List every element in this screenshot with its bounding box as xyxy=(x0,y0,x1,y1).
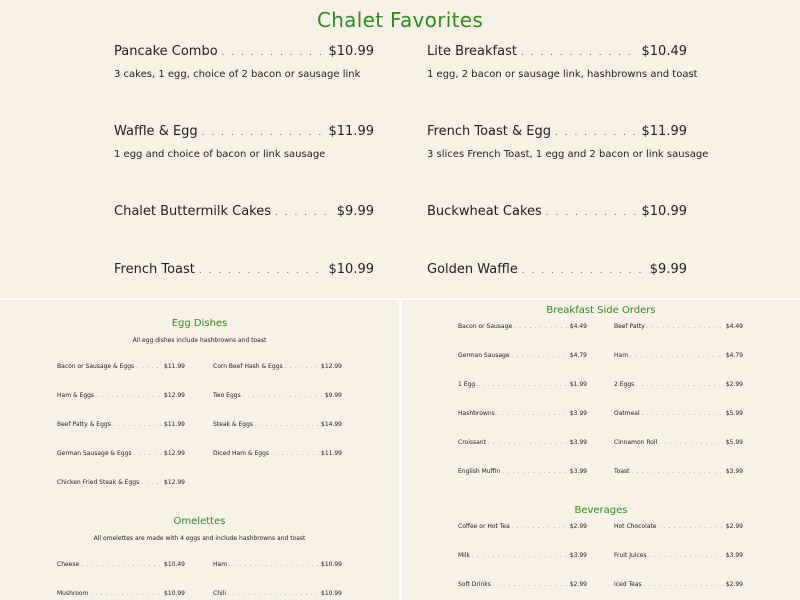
leader-dots xyxy=(512,524,568,530)
item-description: 3 slices French Toast, 1 egg and 2 bacon or link sausage xyxy=(427,149,709,160)
leader-dots xyxy=(644,582,724,588)
leader-dots xyxy=(497,411,568,417)
menu-item xyxy=(614,523,743,530)
item-name: Hashbrowns xyxy=(458,410,495,417)
menu-item xyxy=(57,479,185,486)
favorite-item xyxy=(114,262,374,277)
item-name: Croissant xyxy=(458,439,486,446)
item-price: $10.99 xyxy=(641,204,687,219)
leader-dots xyxy=(199,266,325,276)
item-price: $11.99 xyxy=(164,363,185,370)
item-name: Bacon or Sausage & Eggs xyxy=(57,363,135,370)
leader-dots xyxy=(472,553,568,559)
menu-item xyxy=(614,439,743,446)
item-price: $12.99 xyxy=(164,450,185,457)
menu-item xyxy=(614,410,743,417)
item-name: German Sausage & Eggs xyxy=(57,450,132,457)
menu-item xyxy=(458,381,587,388)
item-name: Chili xyxy=(213,590,226,597)
menu-item xyxy=(458,523,587,530)
item-name: French Toast xyxy=(114,262,195,277)
item-price: $3.99 xyxy=(569,552,587,559)
item-name: Steak & Eggs xyxy=(213,421,254,428)
item-name: Ham & Eggs xyxy=(57,392,95,399)
item-name: Diced Ham & Eggs xyxy=(213,450,270,457)
page-title: Chalet Favorites xyxy=(316,8,484,32)
leader-dots xyxy=(642,411,724,417)
leader-dots xyxy=(493,582,568,588)
menu-item xyxy=(213,590,342,597)
item-name: Bacon or Sausage xyxy=(458,323,513,330)
item-price: $11.99 xyxy=(641,124,687,139)
item-name: Chicken Fried Steak & Eggs xyxy=(57,479,140,486)
item-price: $5.99 xyxy=(725,439,743,446)
leader-dots xyxy=(243,393,323,399)
item-name: Corn Beef Hash & Eggs xyxy=(213,363,283,370)
item-price: $3.99 xyxy=(725,552,743,559)
leader-dots xyxy=(514,324,568,330)
item-name: 2 Eggs xyxy=(614,381,635,388)
item-price: $4.79 xyxy=(569,352,587,359)
leader-dots xyxy=(255,422,319,428)
item-price: $12.99 xyxy=(164,479,185,486)
item-price: $2.99 xyxy=(725,581,743,588)
leader-dots xyxy=(228,591,319,597)
item-price: $10.99 xyxy=(321,561,342,568)
favorite-item xyxy=(114,44,374,80)
item-name: Beef Patty & Eggs xyxy=(57,421,111,428)
menu-item xyxy=(213,392,342,399)
favorite-item xyxy=(114,124,374,160)
item-price: $2.99 xyxy=(725,381,743,388)
menu-item xyxy=(614,468,743,475)
item-name: English Muffin xyxy=(458,468,501,475)
item-price: $10.99 xyxy=(328,262,374,277)
leader-dots xyxy=(502,469,568,475)
item-name: Waffle & Egg xyxy=(114,124,198,139)
item-name: Soft Drinks xyxy=(458,581,491,588)
favorite-item xyxy=(427,44,698,80)
menu-item xyxy=(458,439,587,446)
leader-dots xyxy=(512,353,568,359)
item-price: $11.99 xyxy=(328,124,374,139)
item-description: 1 egg and choice of bacon or link sausage xyxy=(114,149,326,160)
menu-item xyxy=(213,421,342,428)
item-price: $5.99 xyxy=(725,410,743,417)
menu-item xyxy=(57,450,185,457)
item-name: Buckwheat Cakes xyxy=(427,204,542,219)
item-name: Mushroom xyxy=(57,590,89,597)
item-name: Beef Patty xyxy=(614,323,645,330)
leader-dots xyxy=(202,128,325,138)
leader-dots xyxy=(477,382,568,388)
item-name: Pancake Combo xyxy=(114,44,218,59)
item-name: Cheese xyxy=(57,561,80,568)
leader-dots xyxy=(271,451,319,457)
item-price: $3.99 xyxy=(569,439,587,446)
menu-item xyxy=(614,323,743,330)
menu-item xyxy=(614,581,743,588)
item-price: $4.79 xyxy=(725,352,743,359)
menu-item xyxy=(458,410,587,417)
item-price: $11.99 xyxy=(321,450,342,457)
item-name: Lite Breakfast xyxy=(427,44,517,59)
menu-item xyxy=(458,581,587,588)
item-price: $9.99 xyxy=(649,262,687,277)
leader-dots xyxy=(658,524,723,530)
menu-item xyxy=(614,552,743,559)
leader-dots xyxy=(546,208,638,218)
leader-dots xyxy=(229,562,319,568)
leader-dots xyxy=(96,393,162,399)
leader-dots xyxy=(631,469,723,475)
leader-dots xyxy=(136,364,162,370)
item-price: $12.99 xyxy=(164,392,185,399)
section-title-egg-dishes: Egg Dishes xyxy=(171,318,228,329)
item-price: $2.99 xyxy=(569,581,587,588)
item-price: $10.99 xyxy=(321,590,342,597)
item-price: $1.99 xyxy=(569,381,587,388)
item-name: Milk xyxy=(458,552,470,559)
leader-dots xyxy=(113,422,162,428)
item-price: $2.99 xyxy=(569,523,587,530)
favorite-item xyxy=(114,204,374,219)
item-name: 1 Egg xyxy=(458,381,476,388)
menu-item xyxy=(57,421,185,428)
leader-dots xyxy=(555,128,638,138)
menu-item xyxy=(458,323,587,330)
item-name: Oatmeal xyxy=(614,410,640,417)
leader-dots xyxy=(659,440,724,446)
section-title-beverages: Beverages xyxy=(574,505,628,516)
item-price: $4.49 xyxy=(569,323,587,330)
item-name: Fruit Juices xyxy=(614,552,647,559)
item-price: $10.99 xyxy=(328,44,374,59)
item-name: Hot Chocolate xyxy=(614,523,657,530)
section-title-omelettes: Omelettes xyxy=(173,516,226,527)
menu-item xyxy=(614,352,743,359)
item-name: Cinnamon Roll xyxy=(614,439,658,446)
leader-dots xyxy=(522,266,646,276)
menu-item xyxy=(614,381,743,388)
item-name: Toast xyxy=(614,468,630,475)
item-name: Iced Teas xyxy=(614,581,642,588)
item-price: $3.99 xyxy=(569,468,587,475)
menu-item xyxy=(213,561,342,568)
item-price: $12.99 xyxy=(321,363,342,370)
menu-item xyxy=(458,552,587,559)
item-price: $9.99 xyxy=(336,204,374,219)
item-name: Golden Waffle xyxy=(427,262,518,277)
leader-dots xyxy=(521,48,638,58)
item-price: $10.99 xyxy=(164,590,185,597)
menu-item xyxy=(57,363,185,370)
menu-item xyxy=(458,352,587,359)
leader-dots xyxy=(90,591,162,597)
item-name: Ham xyxy=(614,352,629,359)
menu-item xyxy=(458,468,587,475)
section-title-side-orders: Breakfast Side Orders xyxy=(546,305,656,316)
leader-dots xyxy=(141,480,162,486)
item-price: $10.49 xyxy=(164,561,185,568)
item-price: $14.99 xyxy=(321,421,342,428)
item-name: Coffee or Hot Tea xyxy=(458,523,510,530)
item-price: $3.99 xyxy=(569,410,587,417)
favorite-item xyxy=(427,262,687,277)
item-name: German Sausage xyxy=(458,352,510,359)
item-name: French Toast & Egg xyxy=(427,124,551,139)
favorite-item xyxy=(427,124,709,160)
menu-item xyxy=(57,590,185,597)
item-price: $4.49 xyxy=(725,323,743,330)
menu-item xyxy=(213,450,342,457)
item-price: $11.99 xyxy=(164,421,185,428)
leader-dots xyxy=(647,324,724,330)
leader-dots xyxy=(81,562,162,568)
leader-dots xyxy=(630,353,724,359)
menu-item xyxy=(57,561,185,568)
item-description: 3 cakes, 1 egg, choice of 2 bacon or sausage link xyxy=(114,69,361,80)
item-description: 1 egg, 2 bacon or sausage link, hashbrowns and toast xyxy=(427,69,698,80)
leader-dots xyxy=(636,382,724,388)
leader-dots xyxy=(488,440,568,446)
item-name: Two Eggs xyxy=(213,392,241,399)
menu-item xyxy=(57,392,185,399)
leader-dots xyxy=(134,451,162,457)
leader-dots xyxy=(649,553,724,559)
menu-item xyxy=(213,363,342,370)
section-note-egg-dishes: All egg dishes include hashbrowns and toast xyxy=(132,337,267,344)
leader-dots xyxy=(275,208,333,218)
section-note-omelettes: All omelettes are made with 4 eggs and include hashbrowns and toast xyxy=(93,535,306,542)
leader-dots xyxy=(285,364,319,370)
leader-dots xyxy=(222,48,325,58)
item-price: $2.99 xyxy=(725,523,743,530)
item-name: Chalet Buttermilk Cakes xyxy=(114,204,272,219)
item-price: $3.99 xyxy=(725,468,743,475)
item-price: $10.49 xyxy=(641,44,687,59)
vertical-divider xyxy=(399,298,402,600)
favorite-item xyxy=(427,204,687,219)
item-name: Ham xyxy=(213,561,228,568)
item-price: $9.99 xyxy=(324,392,342,399)
